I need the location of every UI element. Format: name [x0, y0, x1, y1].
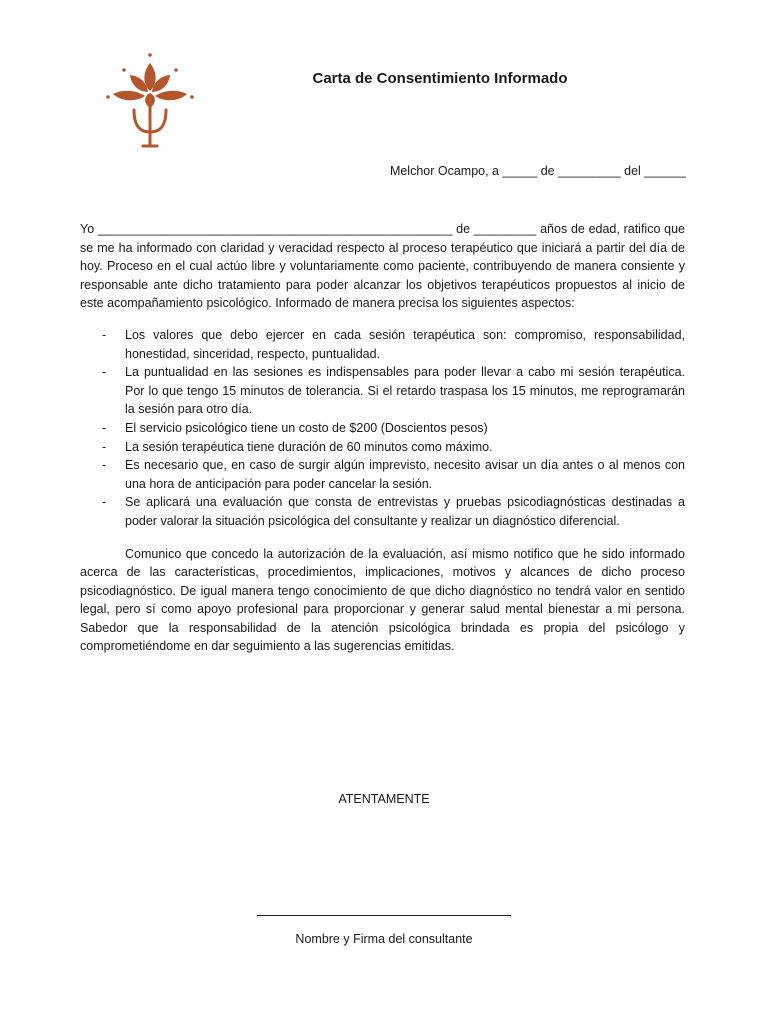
closing-text: ATENTAMENTE — [338, 792, 430, 806]
list-item-text: La sesión terapéutica tiene duración de 60 minutos como máximo. — [125, 439, 493, 454]
bullet-dash: - — [102, 495, 107, 510]
bullet-dash: - — [102, 365, 107, 380]
list-item — [80, 363, 685, 419]
signature-line — [257, 915, 511, 916]
list-item — [80, 456, 685, 493]
list-item — [80, 438, 685, 457]
list-item — [80, 326, 685, 363]
psychology-lotus-logo-icon — [104, 50, 196, 152]
list-item-text: El servicio psicológico tiene un costo de $200 (Doscientos pesos) — [125, 420, 488, 435]
signature-block — [0, 792, 768, 946]
list-item-text: Los valores que debo ejercer en cada sesión terapéutica son: compromiso, responsabilidad, honestidad, sinceridad, respecto, puntualidad. — [125, 327, 685, 361]
date-line: Melchor Ocampo, a _____ de _________ del ______ — [389, 164, 686, 178]
list-item-text: Es necesario que, en caso de surgir algún imprevisto, necesito avisar un día antes o al menos con una hora de anticipación para poder cancelar la sesión. — [125, 458, 685, 491]
intro-paragraph: Yo ___________________________________________________ de _________ años de edad, ratifico que se me ha informado con claridad y veracidad respecto al proceso terapéutico que iniciará a partir del día de hoy. Proceso en el cual actúo libre y voluntariamente como paciente, contribuyendo de manera consiente y responsable ante dicho tratamiento para poder alcanzar los objetivos terapéuticos propuestos al inicio de este acompañamiento psicológico. Informado de manera precisa los siguientes aspectos: — [80, 222, 685, 311]
bullet-dash: - — [102, 327, 107, 342]
bullet-dash: - — [102, 420, 107, 435]
list-item-text: La puntualidad en las sesiones es indispensables para poder llevar a cabo mi sesión terapéutica. Por lo que tengo 15 minutos de tolerancia. Si el retardo traspasa los 15 minutos, me reprogramarán la sesión para otro día. — [125, 365, 685, 417]
signature-caption: Nombre y Firma del consultante — [295, 932, 473, 946]
list-item — [80, 493, 685, 530]
aspects-list — [80, 326, 685, 531]
document-body — [80, 220, 685, 656]
consent-paragraph: Comunico que concedo la autorización de la evaluación, así mismo notifico que he sido informado acerca de las características, procedimientos, implicaciones, motivos y alcances de dicho proceso psicodiagnóstico. De igual manera tengo conocimiento de que dicho diagnóstico no tendrá valor en sentido legal, pero sí como apoyo profesional para proporcionar y generar salud mental bienestar a mi persona. Sabedor que la responsabilidad de la atención psicológica brindada es propia del psicólogo y comprometiéndome en dar seguimiento a las sugerencias emitidas. — [80, 546, 685, 654]
bullet-dash: - — [102, 458, 107, 473]
list-item-text: Se aplicará una evaluación que consta de entrevistas y pruebas psicodiagnósticas destinadas a poder valorar la situación psicológica del consultante y realizar un diagnóstico diferencial. — [125, 495, 685, 528]
list-item — [80, 419, 685, 438]
bullet-dash: - — [102, 439, 107, 454]
document-title: Carta de Consentimiento Informado — [312, 70, 568, 87]
